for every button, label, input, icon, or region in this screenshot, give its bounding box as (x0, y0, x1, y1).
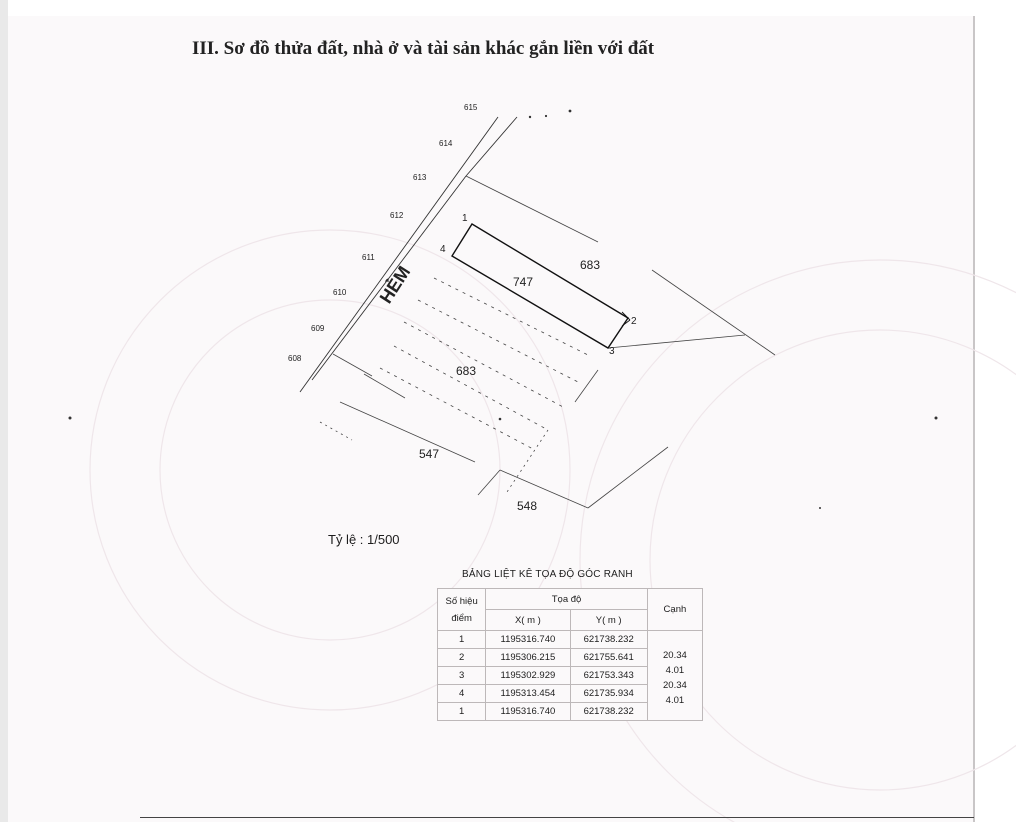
header-y: Y( m ) (570, 610, 647, 631)
coordinate-table-title: BẢNG LIỆT KÊ TỌA ĐỘ GÓC RANH (462, 569, 633, 580)
cell-point: 4 (438, 685, 486, 703)
tick-610: 610 (333, 288, 347, 297)
edge-2-3: 4.01 (665, 664, 685, 676)
corner-point-3: 3 (609, 346, 615, 357)
header-edge-length: Cạnh (647, 589, 702, 631)
corner-point-4: 4 (440, 244, 446, 255)
road-tick-numbers (288, 103, 478, 363)
section-heading: III. Sơ đồ thửa đất, nhà ở và tài sản khác gắn liền với đất (192, 38, 655, 59)
tick-614: 614 (439, 139, 453, 148)
cell-x: 1195316.740 (486, 703, 570, 721)
edge-1-2: 20.34 (663, 649, 687, 661)
background-seal-pattern (90, 230, 1016, 822)
road-boundary-lines (300, 117, 517, 392)
page-bottom-rule (140, 817, 974, 818)
parcel-label-548: 548 (517, 499, 538, 513)
cell-x: 1195313.454 (486, 685, 570, 703)
map-dots (69, 110, 938, 509)
parcel-747-boundary (452, 224, 628, 348)
tick-609: 609 (311, 324, 325, 333)
header-coordinates: Tọa độ (486, 589, 648, 610)
parcel-label-547: 547 (419, 447, 440, 461)
cell-point: 1 (438, 703, 486, 721)
cell-y: 621753.343 (570, 667, 647, 685)
cell-y: 621738.232 (570, 631, 647, 649)
edge-4-1: 4.01 (665, 694, 685, 706)
cell-x: 1195306.215 (486, 649, 570, 667)
header-x: X( m ) (486, 610, 570, 631)
cell-point: 2 (438, 649, 486, 667)
map-scale: Tỷ lệ : 1/500 (328, 532, 400, 547)
cell-y: 621738.232 (570, 703, 647, 721)
edge-length-column (647, 631, 702, 721)
coordinate-table (437, 588, 703, 721)
tick-611: 611 (362, 253, 375, 262)
cell-point: 3 (438, 667, 486, 685)
tick-615: 615 (464, 103, 478, 112)
header-point-id: Số hiệu điểm (438, 589, 486, 631)
edge-3-4: 20.34 (663, 679, 687, 691)
cell-y: 621735.934 (570, 685, 647, 703)
cell-x: 1195302.929 (486, 667, 570, 685)
cell-point: 1 (438, 631, 486, 649)
table-row (438, 631, 703, 649)
parcel-label-747: 747 (513, 275, 534, 289)
tick-608: 608 (288, 354, 302, 363)
corner-point-1: 1 (462, 213, 468, 224)
corner-point-2: 2 (631, 316, 637, 327)
tick-613: 613 (413, 173, 427, 182)
cell-y: 621755.641 (570, 649, 647, 667)
road-label: HẺM (375, 262, 415, 307)
neighbor-lot-lines (320, 176, 775, 508)
point-2-marker (622, 312, 630, 326)
parcel-label-683-south: 683 (456, 364, 477, 378)
parcel-label-683-north: 683 (580, 258, 601, 272)
cell-x: 1195316.740 (486, 631, 570, 649)
tick-612: 612 (390, 211, 404, 220)
